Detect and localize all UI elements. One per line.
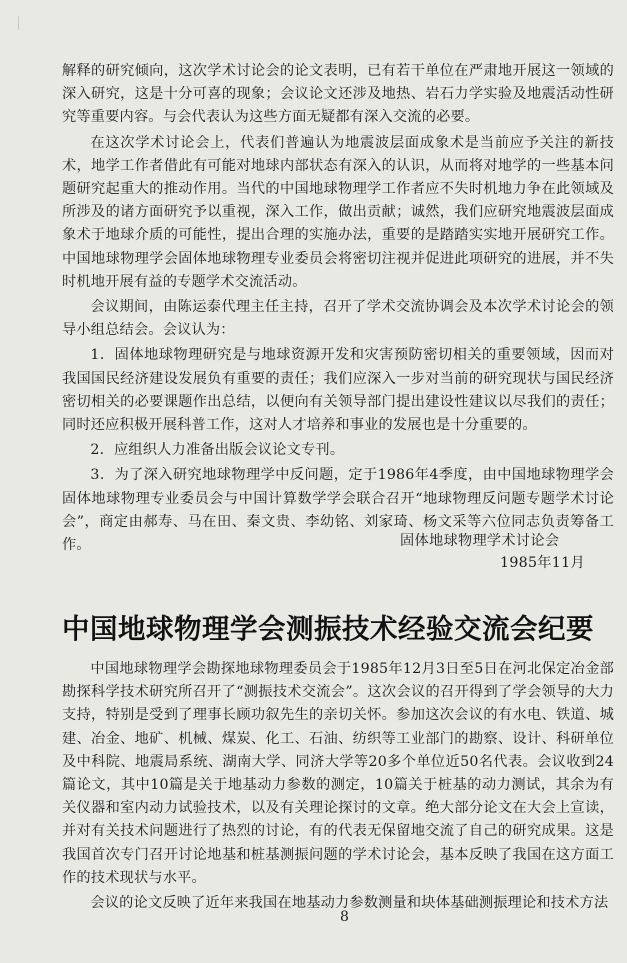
paragraph: 会议的论文反映了近年来我国在地基动力参数测量和块体基础测振理论和技术方法 [90,895,609,912]
paragraph: 会议期间，由陈运泰代理主任主持，召开了学术交流协调会及本次学术讨论会的领导小组总结会。会议认为： [62,299,614,339]
signature-organization: 固体地球物理学术讨论会 [400,533,560,549]
lower-article-body [62,658,614,915]
paragraph: 1．固体地球物理研究是与地球资源开发和灾害预防密切相关的重要领域，因而对我国国民经济建设发展负有重要的责任；我们应深入一步对当前的研究现状与国民经济密切相关的必要课题作出总结，以便向有关领导部门提出建设性建议以尽我们的责任；同时还应积极开展科普工作，这对人才培养和事业的发展也是十分重要的。 [62,347,614,434]
signature-date: 1985年11月 [500,555,585,571]
upper-article-body [62,60,614,557]
scan-edge-mark [18,16,41,30]
article-headline: 中国地球物理学会测振技术经验交流会纪要 [62,613,594,645]
paragraph: 中国地球物理学会勘探地球物理委员会于1985年12月3日至5日在河北保定冶金部勘探科学技术研究所召开了“测振技术交流会”。这次会议的召开得到了学会领导的大力支持，特别是受到了理事长顾功叙先生的亲切关怀。参加这次会议的有水电、铁道、城建、冶金、地矿、机械、煤炭、化工、石油、纺织等工业部门的勘察、设计、科研单位及中科院、地震局系统、湖南大学、同济大学等20多个单位近50名代表。会议收到24篇论文，其中10篇是关于地基动力参数的测定，10篇关于桩基的动力测试，其余为有关仪器和室内动力试验技术，以及有关理论探讨的文章。绝大部分论文在大会上宣读，并对有关技术问题进行了热烈的讨论，有的代表无保留地交流了自己的研究成果。这是我国首次专门召开讨论地基和桩基测振问题的学术讨论会，基本反映了我国在这方面工作的技术现状与水平。 [62,661,614,886]
paragraph: 在这次学术讨论会上，代表们普遍认为地震波层面成象术是当前应予关注的新技术，地学工作者借此有可能对地球内部状态有深入的认识，从而将对地学的一些基本问题研究起重大的推动作用。当代的中国地球物理学工作者应不失时机地力争在此领域及所涉及的诸方面研究予以重视，深入工作，做出贡献；诚然，我们应研究地震波层面成象术于地球介质的可能性，提出合理的实施办法，重要的是踏踏实实地开展研究工作。中国地球物理学会固体地球物理专业委员会将密切注视并促进此项研究的进展，并不失时机地开展有益的专题学术交流活动。 [62,134,614,290]
paragraph: 解释的研究倾向，这次学术讨论会的论文表明，已有若干单位在严肃地开展这一领域的深入研究，这是十分可喜的现象；会议论文还涉及地热、岩石力学实验及地震活动性研究等重要内容。与会代表认为这些方面无疑都有深入交流的必要。 [62,63,614,126]
paragraph: 3．为了深入研究地球物理学中反问题，定于1986年4季度，由中国地球物理学会固体地球物理专业委员会与中国计算数学学会联合召开“地球物理反问题专题学术讨论会”，商定由郝寿、马在田、秦文贵、李幼铭、刘家琦、杨文采等六位同志负责筹备工作。 [62,467,614,554]
page-number: 8 [340,909,349,925]
paragraph: 2．应组织人力准备出版会议论文专刊。 [90,442,345,459]
